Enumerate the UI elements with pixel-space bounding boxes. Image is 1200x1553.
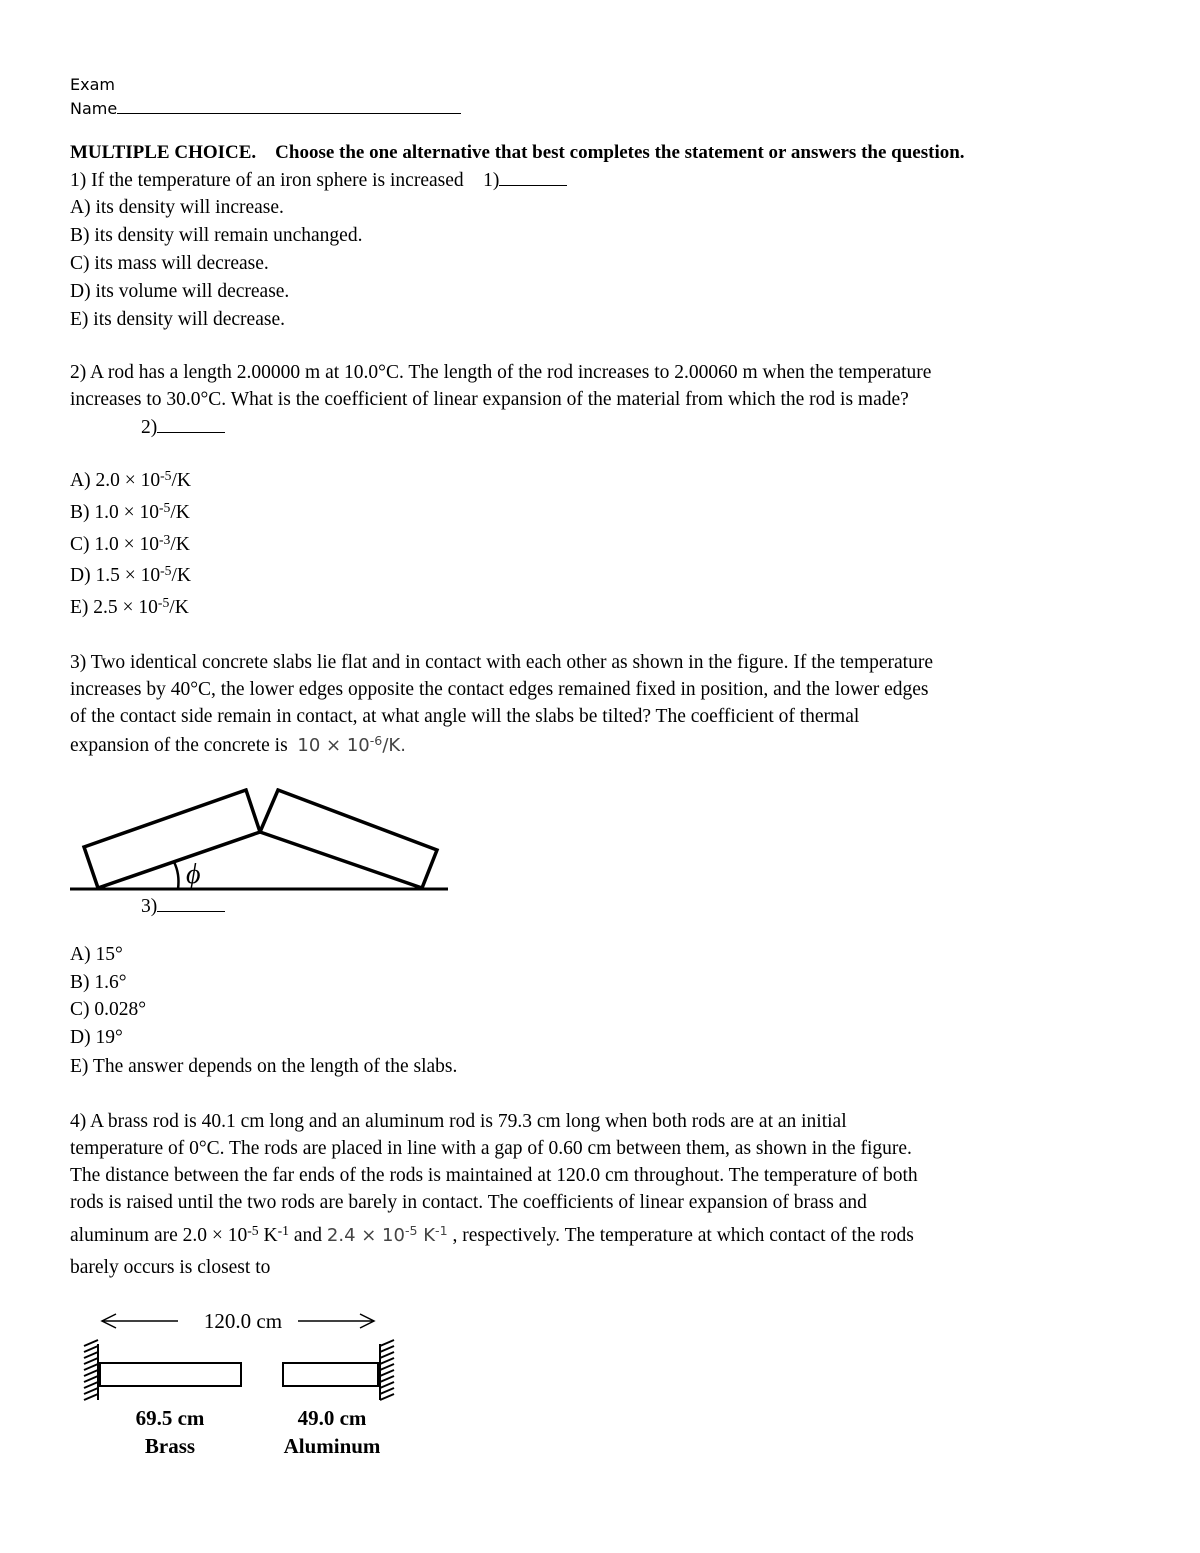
angle-arc [174, 862, 179, 889]
q4-text-line-1: 4) A brass rod is 40.1 cm long and an aluminum rod is 79.3 cm long when both rods are at an initial [70, 1111, 847, 1132]
q3-blank-label: 3) [141, 896, 158, 917]
q2-option-d[interactable]: D) $1.5 \times 10^{-5}/K$ [70, 563, 191, 586]
instructions [70, 140, 965, 166]
q3-option-e[interactable]: E) The answer depends on the length of the slabs. [70, 1056, 458, 1077]
q3-text-line-1: 3) Two identical concrete slabs lie flat and in contact with each other as shown in the figure. If the temperature [70, 652, 933, 673]
q1-option-b[interactable]: B) its density will remain unchanged. [70, 225, 363, 246]
q3-text-line-2: increases by 40°C, the lower edges opposite the contact edges remained fixed in position, and the lower edges [70, 679, 929, 700]
left-wall-hatching [84, 1340, 98, 1400]
brass-label: Brass [144, 1434, 196, 1458]
q3-answer-blank[interactable] [157, 893, 225, 912]
q4-aluminum-coefficient: $2.4 \times 10^{-5}$ $K^{-1}$ [326, 1223, 448, 1246]
slabs-figure [68, 788, 450, 894]
q2-answer-field[interactable] [141, 414, 225, 441]
aluminum-rod [283, 1363, 378, 1386]
q4-text-line-2: temperature of 0°C. The rods are placed in line with a gap of 0.60 cm between them, as shown in the figure. [70, 1138, 912, 1159]
name-underline [117, 95, 461, 114]
q2-answer-blank[interactable] [157, 414, 225, 433]
aluminum-length-label: 49.0 cm [297, 1406, 367, 1430]
q1-answer-blank[interactable] [499, 167, 567, 186]
q1-option-e[interactable]: E) its density will decrease. [70, 309, 285, 330]
brass-rod [100, 1363, 241, 1386]
q3-option-b[interactable]: B) 1.6° [70, 972, 127, 993]
question-1 [70, 167, 567, 194]
q3-coefficient: $10 \times 10^{-6}/K$. [297, 733, 406, 756]
q1-option-d[interactable]: D) its volume will decrease. [70, 281, 290, 302]
q4-text-line-5: aluminum are $2.0 \times 10^{-5}$ $K^{-1}$ and $2.4 \times 10^{-5}$ $K^{-1}$ , respectively. The temperature at which contact of the rods [70, 1223, 914, 1246]
q4-text-line-6: barely occurs is closest to [70, 1257, 271, 1278]
q3-option-a[interactable]: A) 15° [70, 944, 123, 965]
q3-option-d[interactable]: D) 19° [70, 1027, 123, 1048]
q1-option-a[interactable]: A) its density will increase. [70, 197, 284, 218]
q2-option-e[interactable]: E) $2.5 \times 10^{-5}/K$ [70, 595, 189, 618]
name-field[interactable] [70, 95, 461, 122]
q2-option-c[interactable]: C) $1.0 \times 10^{-3}/K$ [70, 532, 190, 555]
rods-figure [78, 1300, 408, 1465]
q1-blank-label: 1) [483, 170, 500, 191]
q2-text-line-1: 2) A rod has a length 2.00000 m at 10.0°C. The length of the rod increases to 2.00060 m when the temperature [70, 362, 932, 383]
q3-text-line-4: expansion of the concrete is $10 \times 10^{-6}/K$. [70, 733, 406, 756]
section-title: MULTIPLE CHOICE. [70, 142, 257, 163]
exam-label: Exam [70, 75, 115, 94]
brass-length-label: 69.5 cm [135, 1406, 205, 1430]
q1-text: If the temperature of an iron sphere is increased [91, 170, 464, 191]
total-length-label: 120.0 cm [203, 1309, 283, 1333]
q3-option-c[interactable]: C) 0.028° [70, 999, 147, 1020]
left-slab [84, 790, 260, 888]
angle-label: ϕ [186, 859, 201, 890]
q2-option-a[interactable]: A) $2.0 \times 10^{-5}/K$ [70, 468, 191, 491]
q4-text-line-4: rods is raised until the two rods are barely in contact. The coefficients of linear expansion of brass and [70, 1192, 867, 1213]
q2-text-line-2: increases to 30.0°C. What is the coefficient of linear expansion of the material from which the rod is made? [70, 389, 909, 410]
q4-text-line-3: The distance between the far ends of the rods is maintained at 120.0 cm throughout. The temperature of both [70, 1165, 918, 1186]
q1-option-c[interactable]: C) its mass will decrease. [70, 253, 269, 274]
right-slab [260, 790, 437, 888]
aluminum-label: Aluminum [283, 1434, 381, 1458]
right-wall-hatching [380, 1340, 394, 1400]
q1-number: 1) [70, 170, 87, 191]
name-label: Name [70, 99, 118, 118]
q2-option-b[interactable]: B) $1.0 \times 10^{-5}/K$ [70, 500, 190, 523]
q2-blank-label: 2) [141, 417, 158, 438]
q3-text-line-3: of the contact side remain in contact, at what angle will the slabs be tilted? The coefficient of thermal [70, 706, 860, 727]
q3-answer-field[interactable] [141, 893, 225, 920]
instructions-text: Choose the one alternative that best completes the statement or answers the question. [275, 142, 965, 163]
